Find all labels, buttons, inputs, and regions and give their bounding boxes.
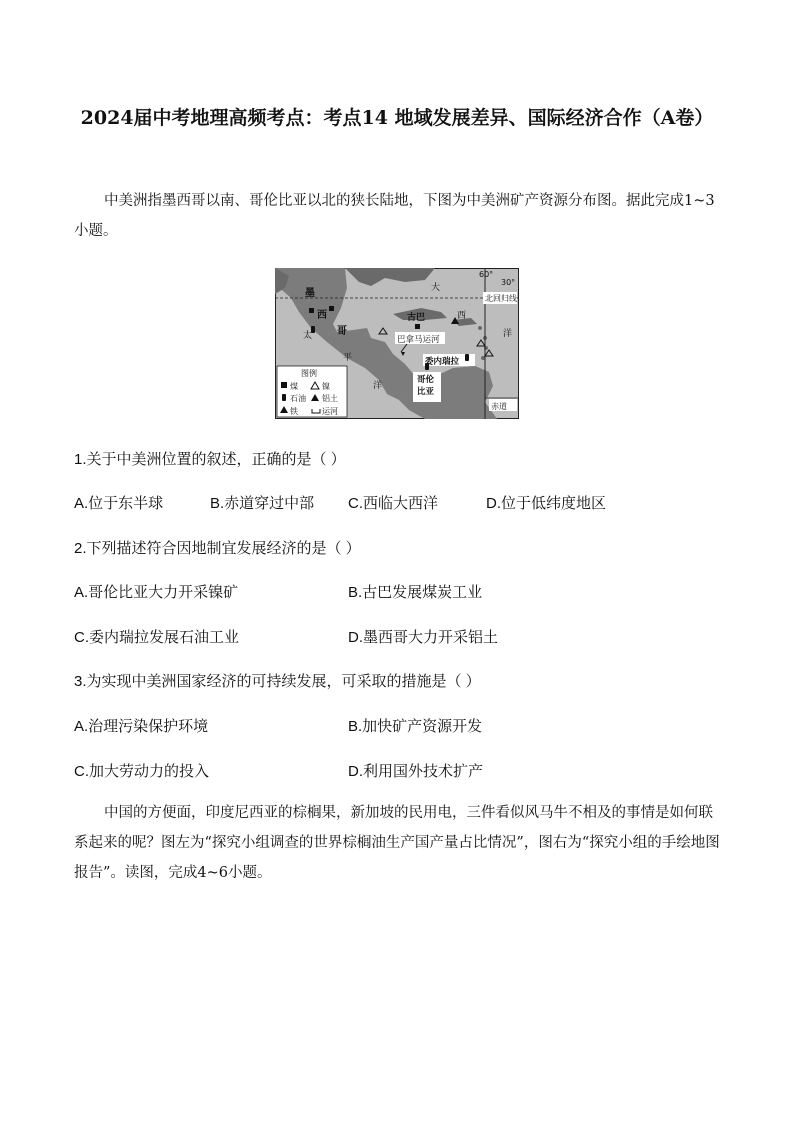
question-1-option-d[interactable]: D.位于低纬度地区 (486, 495, 607, 512)
intro-paragraph-1: 中美洲指墨西哥以南、哥伦比亚以北的狭长陆地，下图为中美洲矿产资源分布图。据此完成1~3小题。 (74, 193, 715, 239)
map-lon-label: 60° (479, 270, 494, 279)
question-1-option-b[interactable]: B.赤道穿过中部 (210, 495, 315, 512)
map-atlantic-3: 洋 (503, 329, 513, 339)
map-lat-label: 30° (501, 278, 516, 287)
question-1-option-c[interactable]: C.西临大西洋 (348, 495, 439, 512)
question-2-option-d[interactable]: D.墨西哥大力开采铝土 (348, 629, 499, 646)
map-legend-iron: 铁 (290, 407, 298, 416)
map-legend-coal: 煤 (290, 382, 298, 391)
map-atlantic-1: 大 (431, 283, 441, 293)
map-colombia-1: 哥伦 (417, 375, 435, 385)
central-america-mineral-map (275, 268, 519, 419)
question-2-stem: 2.下列描述符合因地制宜发展经济的是（ ） (74, 540, 361, 557)
map-tropic-label: 北回归线 (485, 294, 517, 303)
question-1-option-a[interactable]: A.位于东半球 (74, 495, 164, 512)
map-colombia-2: 比亚 (417, 387, 435, 397)
question-3-option-c[interactable]: C.加大劳动力的投入 (74, 763, 210, 780)
intro-paragraph-2: 中国的方便面，印度尼西亚的棕榈果，新加坡的民用电，三件看似风马牛不相及的事情是如何联系起来的呢？图左为“探究小组调查的世界棕榈油生产国产量占比情况”，图右为“探究小组的手绘地图报告”。读图，完成4~6小题。 (74, 805, 720, 881)
map-legend-bauxite: 铝土 (322, 394, 338, 403)
map-venezuela: 委内瑞拉 (425, 357, 460, 367)
question-3-stem: 3.为实现中美洲国家经济的可持续发展，可采取的措施是（ ） (74, 673, 481, 690)
page-title: 2024届中考地理高频考点：考点14 地域发展差异、国际经济合作（A卷） (80, 107, 714, 129)
map-legend-canal: 运河 (322, 407, 338, 416)
question-3-option-a[interactable]: A.治理污染保护环境 (74, 718, 209, 735)
map-panama-canal: 巴拿马运河 (397, 335, 440, 345)
question-2-option-b[interactable]: B.古巴发展煤炭工业 (348, 584, 483, 601)
map-mexico-2: 西 (317, 310, 327, 321)
map-equator-label: 赤道 (491, 402, 507, 411)
question-2-option-a[interactable]: A.哥伦比亚大力开采镍矿 (74, 584, 239, 601)
map-pacific-1: 太 (303, 331, 313, 341)
question-2-option-c[interactable]: C.委内瑞拉发展石油工业 (74, 629, 240, 646)
map-legend-nickel: 镍 (322, 382, 330, 391)
question-1-stem: 1.关于中美洲位置的叙述，正确的是（ ） (74, 451, 346, 468)
map-mexico-1: 墨 (305, 288, 315, 299)
map-pacific-2: 平 (343, 353, 353, 363)
map-mexico-3: 哥 (337, 326, 347, 337)
question-3-option-d[interactable]: D.利用国外技术扩产 (348, 763, 484, 780)
map-atlantic-2: 西 (457, 311, 467, 321)
map-cuba: 古巴 (407, 313, 426, 323)
map-legend-title: 图例 (301, 369, 317, 378)
question-3-option-b[interactable]: B.加快矿产资源开发 (348, 718, 483, 735)
map-pacific-3: 洋 (373, 381, 383, 391)
map-legend-oil: 石油 (290, 394, 306, 403)
